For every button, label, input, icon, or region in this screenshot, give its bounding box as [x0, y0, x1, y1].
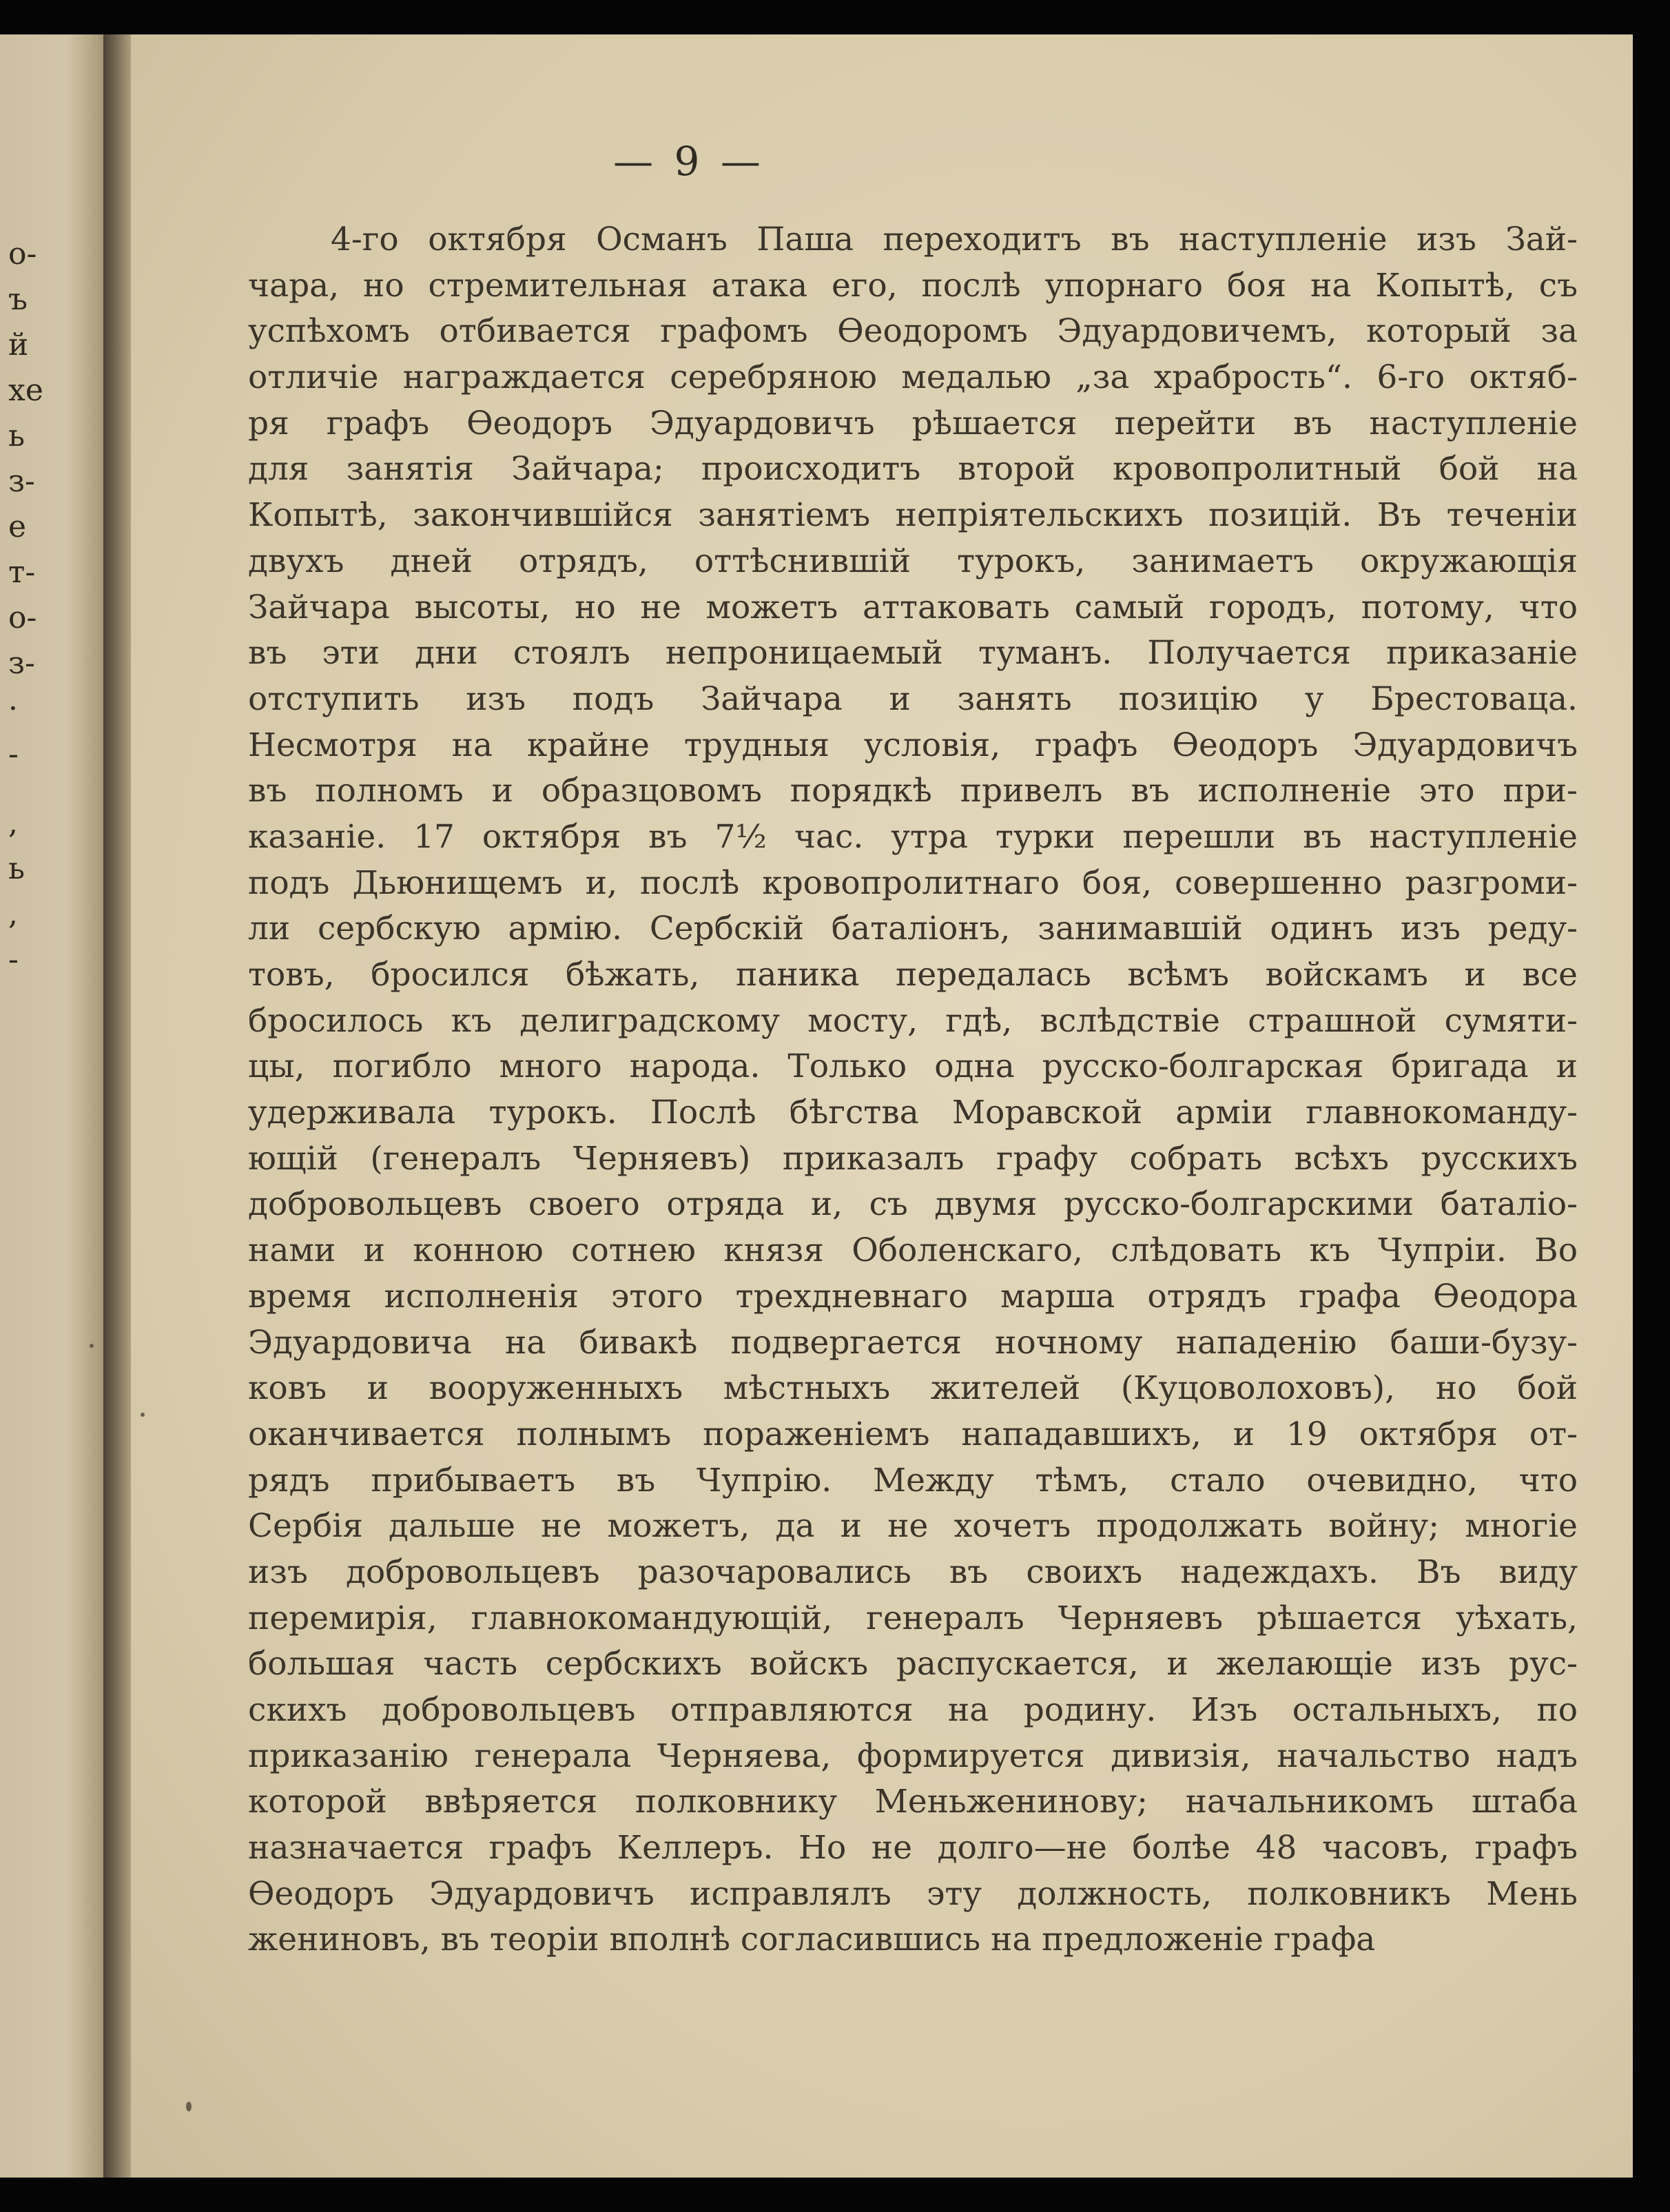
text-line: цы, погибло много народа. Только одна русско-болгарская бригада и [248, 1047, 1578, 1086]
text-line: Ѳеодоръ Эдуардовичъ исправлялъ эту должность, полковникъ Мень [248, 1874, 1578, 1913]
text-line: 4-го октября Османъ Паша переходитъ въ наступленіе изъ Зай- [331, 221, 1578, 258]
text-line: жениновъ, въ теоріи вполнѣ согласившись на предложеніе графа [248, 1921, 1376, 1959]
text-line: казаніе. 17 октября въ 7½ час. утра турки перешли въ наступленіе [248, 817, 1578, 856]
text-line: отличіе награждается серебряною медалью „за храбрость“. 6-го октяб- [248, 358, 1578, 397]
book-page [131, 34, 1633, 2178]
paper-spot [90, 1344, 94, 1348]
text-line: Сербія дальше не можетъ, да и не хочетъ продолжать войну; многіе [248, 1507, 1578, 1546]
edge-fragment: , [8, 897, 18, 932]
edge-fragment: з- [8, 646, 35, 681]
text-line: которой ввѣряется полковнику Меньженинову; начальникомъ штаба [248, 1783, 1578, 1821]
text-line: большая часть сербскихъ войскъ распускается, и желающіе изъ рус- [248, 1645, 1578, 1683]
text-line: Копытѣ, закончившійся занятіемъ непріятельскихъ позицій. Въ теченіи [248, 496, 1578, 535]
edge-fragment: ь [8, 851, 25, 886]
paper-spot [186, 2102, 192, 2111]
text-line: рядъ прибываетъ въ Чупрію. Между тѣмъ, стало очевидно, что [248, 1461, 1578, 1499]
page-number: — 9 — [613, 138, 765, 185]
text-line: успѣхомъ отбивается графомъ Ѳеодоромъ Эдуардовичемъ, который за [248, 312, 1578, 351]
edge-fragment: хе [8, 373, 43, 408]
text-line: ковъ и вооруженныхъ мѣстныхъ жителей (Куцоволоховъ), но бой [248, 1369, 1578, 1408]
edge-fragment: ъ [8, 282, 28, 317]
text-line: Зайчара высоты, но не можетъ аттаковать самый городъ, потому, что [248, 588, 1578, 626]
text-line: время исполненія этого трехдневнаго марша отрядъ графа Ѳеодора [248, 1277, 1578, 1315]
text-line: нами и конною сотнею князя Оболенскаго, слѣдовать къ Чупріи. Во [248, 1231, 1578, 1270]
text-line: назначается графъ Келлеръ. Но не долго—не болѣе 48 часовъ, графъ [248, 1829, 1578, 1867]
left-page-edge [0, 34, 121, 2178]
paper-spot [141, 1413, 145, 1417]
text-line: добровольцевъ своего отряда и, съ двумя русско-болгарскими баталіо- [248, 1185, 1578, 1224]
text-line: двухъ дней отрядъ, оттѣснившій турокъ, занимаетъ окружающія [248, 542, 1578, 580]
text-line: подъ Дьюнищемъ и, послѣ кровопролитнаго боя, совершенно разгроми- [248, 863, 1578, 902]
text-line: оканчивается полнымъ пораженіемъ нападавшихъ, и 19 октября от- [248, 1415, 1578, 1453]
edge-fragment: - [8, 737, 19, 772]
text-line: удерживала турокъ. Послѣ бѣгства Моравской арміи главнокоманду- [248, 1094, 1578, 1132]
left-page [0, 34, 121, 2178]
text-line: перемирія, главнокомандующій, генералъ Черняевъ рѣшается уѣхать, [248, 1599, 1578, 1637]
edge-fragment: ь [8, 418, 25, 453]
text-line: Несмотря на крайне трудныя условія, графъ Ѳеодоръ Эдуардовичъ [248, 726, 1578, 764]
text-line: Эдуардовича на бивакѣ подвергается ночному нападенію баши-бузу- [248, 1323, 1578, 1362]
text-line: ря графъ Ѳеодоръ Эдуардовичъ рѣшается перейти въ наступленіе [248, 404, 1578, 442]
text-line: товъ, бросился бѣжать, паника передалась всѣмъ войскамъ и все [248, 956, 1578, 994]
edge-fragment: - [8, 942, 19, 977]
edge-fragment: й [8, 327, 29, 362]
text-line: чара, но стремительная атака его, послѣ упорнаго боя на Копытѣ, съ [248, 266, 1578, 305]
text-line: ющій (генералъ Черняевъ) приказалъ графу собрать всѣхъ русскихъ [248, 1139, 1578, 1178]
text-line: въ эти дни стоялъ непроницаемый туманъ. Получается приказаніе [248, 634, 1578, 673]
text-line: для занятія Зайчара; происходитъ второй кровопролитный бой на [248, 450, 1578, 489]
edge-fragment: з- [8, 464, 35, 499]
text-line: бросилось къ делиградскому мосту, гдѣ, вслѣдствіе страшной сумяти- [248, 1001, 1578, 1040]
edge-fragment: о- [8, 600, 37, 635]
edge-fragment: о- [8, 236, 37, 272]
text-line: приказанію генерала Черняева, формируется дивизія, начальство надъ [248, 1737, 1578, 1775]
text-line: изъ добровольцевъ разочаровались въ своихъ надеждахъ. Въ виду [248, 1553, 1578, 1591]
edge-fragment: · [8, 691, 18, 726]
text-line: отступить изъ подъ Зайчара и занять позицію у Брестоваца. [248, 679, 1578, 718]
edge-fragment: т- [8, 555, 36, 590]
page-body-text [248, 217, 1578, 1963]
edge-fragment: е [8, 509, 27, 544]
text-line: въ полномъ и образцовомъ порядкѣ привелъ въ исполненіе это при- [248, 772, 1578, 810]
text-line: ли сербскую армію. Сербскій баталіонъ, занимавшій одинъ изъ реду- [248, 910, 1578, 948]
text-line: скихъ добровольцевъ отправляются на родину. Изъ остальныхъ, по [248, 1691, 1578, 1729]
edge-fragment: , [8, 806, 18, 841]
